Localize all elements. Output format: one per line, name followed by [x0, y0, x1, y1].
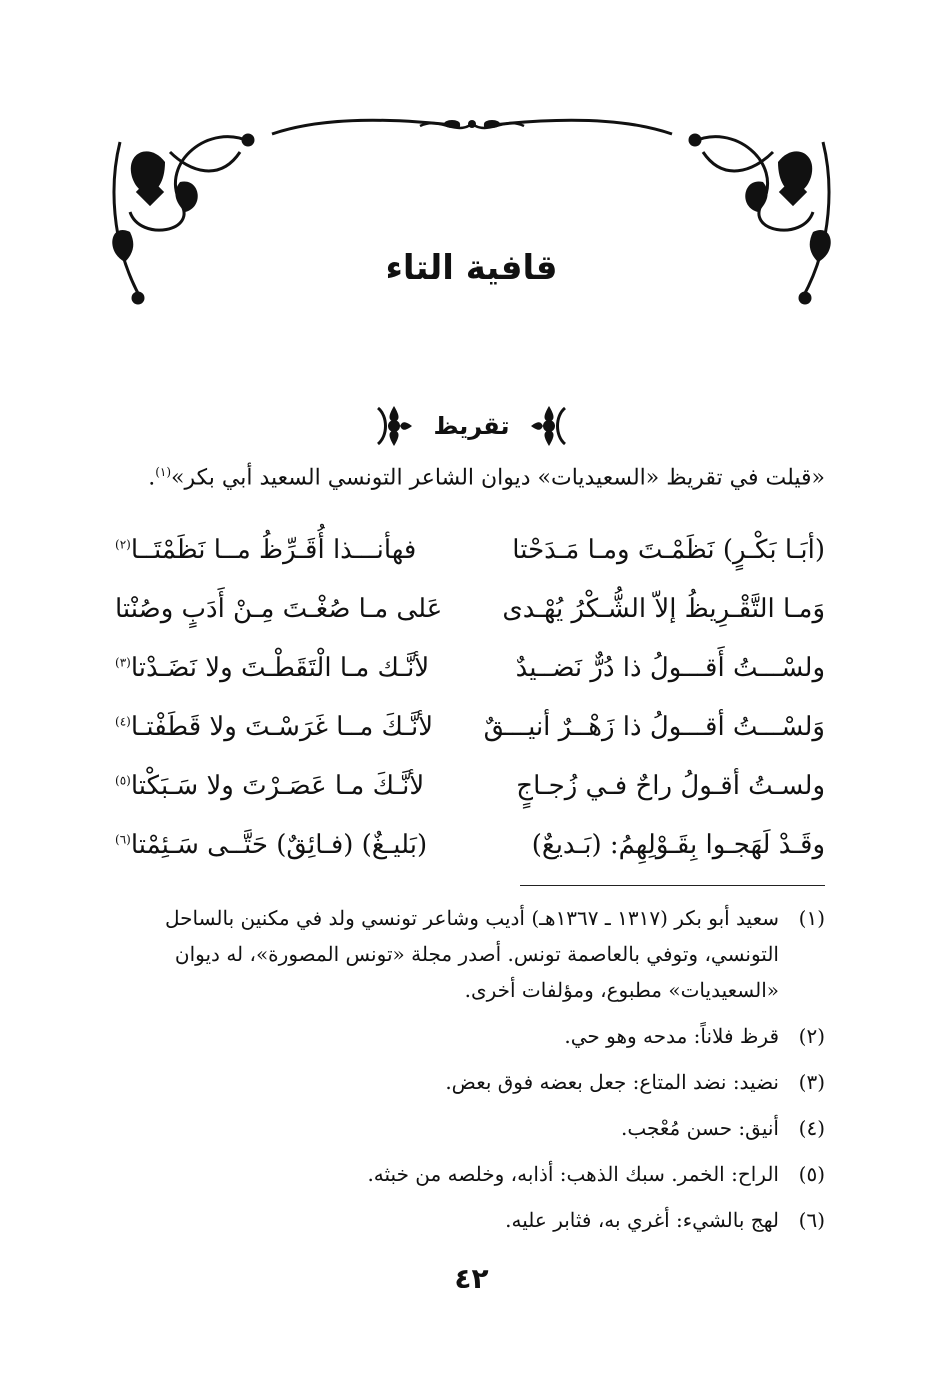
verse-first-hemistich: وقَـدْ لَهَجـوا بِقَـوْلِهِمُ: (بَـديعٌ): [531, 829, 825, 860]
footnote-text: نضيد: نضد المتاع: جعل بعضه فوق بعض.: [445, 1070, 779, 1094]
verse-line: [115, 520, 825, 579]
footnotes: [115, 900, 825, 1248]
section-heading: [0, 402, 943, 450]
verse-line: [115, 815, 825, 874]
verse-text: لأنَّـكَ مـا عَصَـرْتَ ولا سَـبَكْتا: [130, 770, 425, 801]
verse-second-hemistich: [115, 594, 490, 624]
footnote-number: (٢): [798, 1024, 825, 1048]
verse-line: [115, 697, 825, 756]
footnote-number: (٣): [798, 1070, 825, 1094]
verse-first-hemistich: وَلسْـــتُ أقـــولُ ذا زَهْــرٌ أنيـــقٌ: [483, 711, 825, 742]
footnote-item: [115, 1110, 825, 1146]
verse-second-hemistich: [115, 653, 490, 683]
footnote-number: (٦): [798, 1208, 825, 1232]
footnote-ref: (١): [155, 465, 172, 479]
footnote-item: [115, 1202, 825, 1238]
fleuron-ornament-icon: [525, 402, 573, 450]
intro-text: «قيلت في تقريظ «السعيديات» ديوان الشاعر التونسي السعيد أبي بكر»: [171, 465, 825, 491]
verse-second-hemistich: [115, 830, 490, 860]
poem-verses: [115, 520, 825, 874]
footnote-ref: (٢): [115, 536, 131, 551]
intro-end: .: [148, 465, 156, 491]
footnote-item: [115, 1018, 825, 1054]
verse-first-hemistich: ولسـتُ أقـولُ راحٌ فـي زُجـاجٍ: [516, 770, 825, 801]
verse-first-hemistich: وَمـا التَّقْـرِيظُ إلاّ الشُّـكْرُ يُهْـدى: [502, 593, 825, 624]
verse-second-hemistich: [115, 712, 485, 742]
footnote-item: [115, 900, 825, 1008]
footnote-separator: [520, 885, 825, 886]
footnote-number: (٥): [798, 1162, 825, 1186]
verse-text: لأنَّـكَ مــا غَرَسْـتَ ولا قَطَفْتـا: [130, 711, 434, 742]
swash-divider-ornament-icon: [270, 112, 674, 142]
footnote-ref: (٥): [115, 772, 131, 787]
verse-line: [115, 638, 825, 697]
page-number: ٤٢: [454, 1262, 489, 1295]
verse-line: [115, 756, 825, 815]
section-heading-label: تقريظ: [433, 412, 510, 440]
footnote-text: سعيد أبو بكر (١٣١٧ ـ ١٣٦٧هـ) أديب وشاعر تونسي ولد في مكنين بالساحل التونسي، وتوفي بالعاصمة تونس. أصدر مجلة «تونس المصورة»، له ديوان «السعيديات» مطبوع، ومؤلفات أخرى.: [164, 906, 779, 1002]
verse-first-hemistich: (أبَـا بَكْـرٍ) نَظَمْـتَ ومـا مَـدَحْتا: [512, 534, 825, 565]
footnote-text: قرظ فلاناً: مدحه وهو حي.: [564, 1024, 779, 1048]
verse-second-hemistich: [115, 771, 490, 801]
footnote-ref: (٣): [115, 654, 131, 669]
fleuron-ornament-icon: [370, 402, 418, 450]
footnote-item: [115, 1064, 825, 1100]
footnote-number: (٤): [798, 1116, 825, 1140]
footnote-item: [115, 1156, 825, 1192]
footnote-ref: (٤): [115, 713, 131, 728]
chapter-title: قافية التاء: [385, 248, 558, 288]
verse-first-hemistich: ولسْـــتُ أَقـــولُ ذا دُرٌّ نَضــيدٌ: [515, 652, 825, 683]
verse-text: عَلى مـا صُغْـتَ مِـنْ أَدَبٍ وصُنْتا: [115, 593, 443, 624]
footnote-number: (١): [798, 906, 825, 930]
footnote-text: الراح: الخمر. سبك الذهب: أذابه، وخلصه من خبثه.: [367, 1162, 779, 1186]
verse-line: [115, 579, 825, 638]
poem-intro: [115, 465, 825, 490]
footnote-ref: (٦): [115, 831, 131, 846]
verse-text: لأنَّـك مـا الْتَقَطْـتَ ولا نَضَـدْتا: [130, 652, 430, 683]
verse-second-hemistich: [115, 535, 490, 565]
verse-text: (بَليـغٌ) (فـائِقٌ) حَتَّــى سَـئِمْتا: [130, 829, 428, 860]
footnote-text: لهج بالشيء: أغري به، فثابر عليه.: [505, 1208, 779, 1232]
verse-text: فهأنـــذا أُقَـرِّظُ مــا نَظَمْتَــا: [130, 534, 417, 565]
footnote-text: أنيق: حسن مُعْجب.: [621, 1116, 779, 1140]
